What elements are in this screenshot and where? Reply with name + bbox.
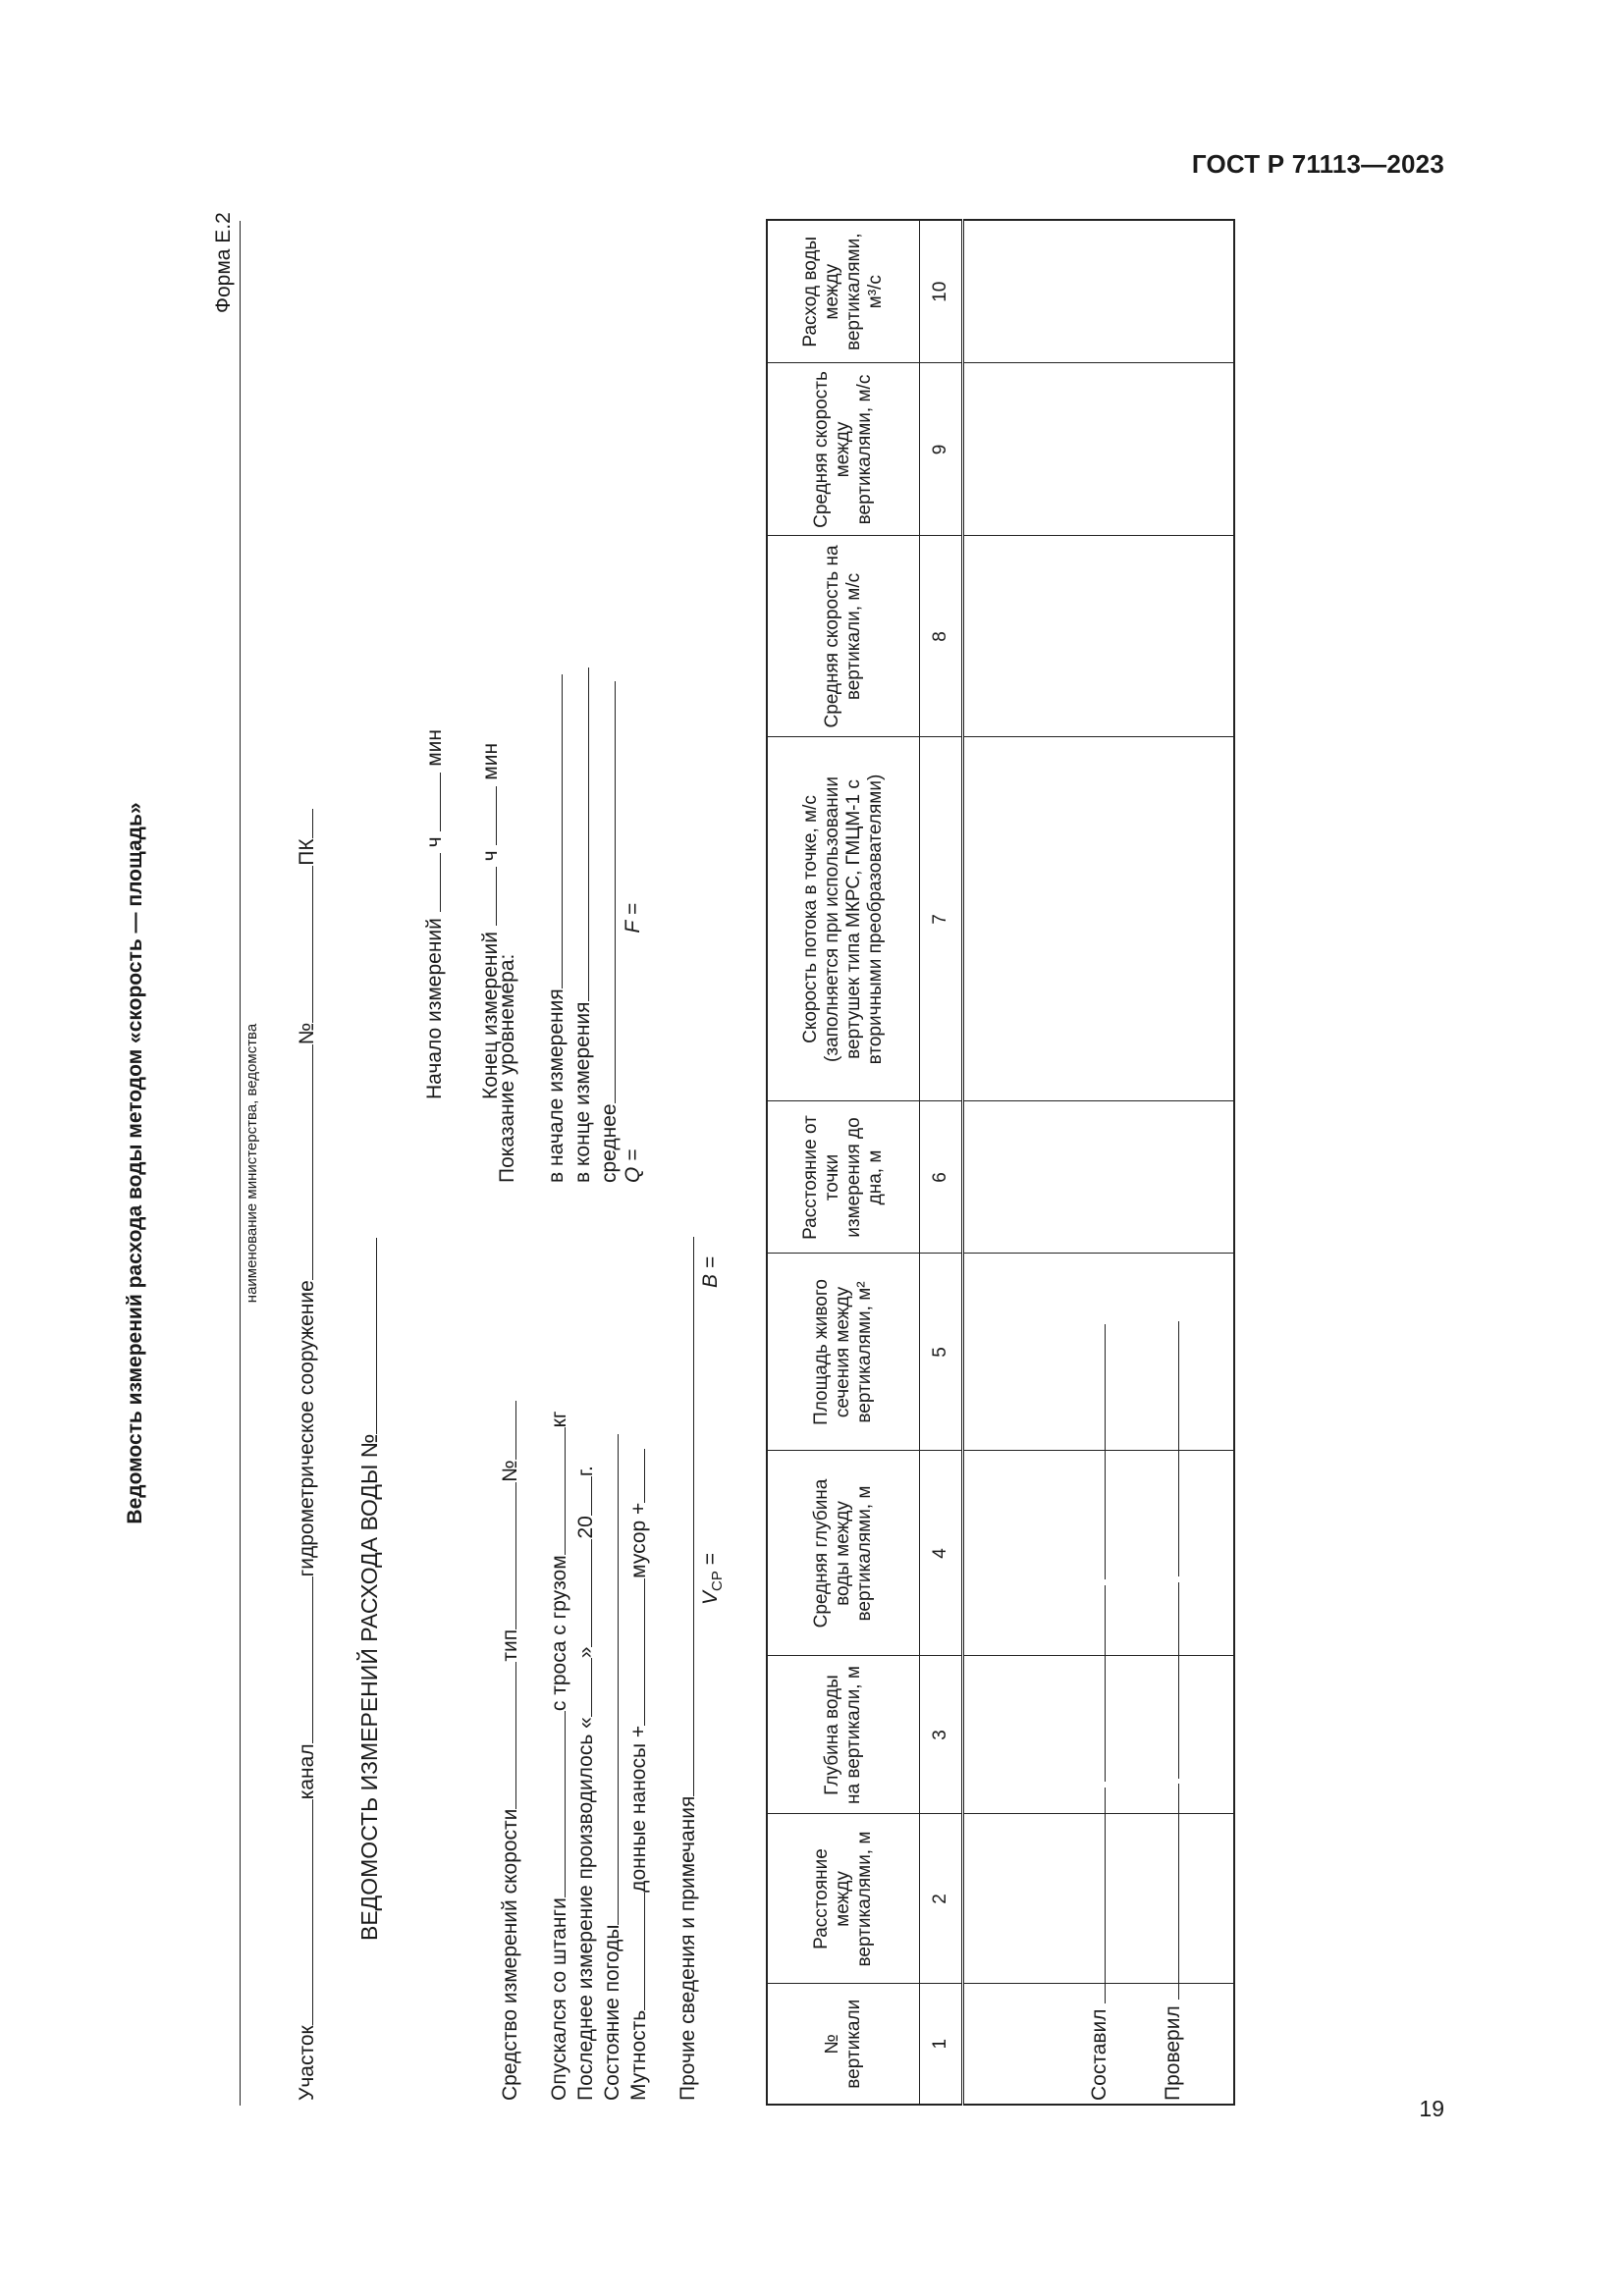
table-header-row <box>767 220 920 2105</box>
mutnost-label: Мутность <box>627 2009 650 2101</box>
minutes-label: мин <box>423 729 446 767</box>
header-cell: Расход воды между вертикалями, м³/с <box>767 220 920 363</box>
mutnost-field[interactable] <box>624 1893 645 2010</box>
year-suffix: г. <box>574 1466 597 1477</box>
minutes-label: мин <box>479 742 502 780</box>
location-line <box>293 809 319 2101</box>
number-label: № <box>499 1460 521 1482</box>
column-number-row <box>920 220 963 2105</box>
sredstvo-field[interactable] <box>496 1662 516 1809</box>
year-field[interactable] <box>571 1476 592 1516</box>
header-cell: Расстояние между вертикалями, м <box>767 1814 920 1984</box>
musor-label: мусор + <box>627 1502 650 1578</box>
start-hours-field[interactable] <box>420 853 441 912</box>
table-cell[interactable] <box>963 536 1235 737</box>
year-prefix: 20 <box>574 1516 597 1539</box>
month-field[interactable] <box>571 1539 592 1647</box>
vedomost-heading <box>356 1238 381 1941</box>
start-label: Начало измерений <box>423 918 446 1099</box>
prochie-field[interactable] <box>674 1237 694 1796</box>
tip-label: тип <box>499 1629 521 1662</box>
column-number: 10 <box>920 220 963 363</box>
proveril-signature-field[interactable] <box>1159 1582 1179 1779</box>
column-number: 7 <box>920 737 963 1101</box>
ministry-line <box>240 221 241 2106</box>
standard-number: ГОСТ Р 71113—2023 <box>1191 149 1444 179</box>
tip-field[interactable] <box>496 1482 516 1629</box>
v-nachale-label: в начале измерения <box>545 988 568 1183</box>
form-id: Форма Е.2 <box>212 212 235 313</box>
f-label: F = <box>622 903 644 934</box>
b-label: B = <box>699 1255 722 1289</box>
v-konce-field[interactable] <box>568 667 589 1001</box>
uchastok-label: Участок <box>296 2025 318 2101</box>
sooruzhenie-field[interactable] <box>293 1044 313 1280</box>
kanal-field[interactable] <box>293 1576 313 1743</box>
table-cell[interactable] <box>963 363 1235 536</box>
kanal-label: канал <box>296 1743 318 1800</box>
sredstvo-label: Средство измерений скорости <box>499 1808 521 2101</box>
column-number: 1 <box>920 1984 963 2105</box>
header-cell: Средняя скорость между вертикалями, м/с <box>767 363 920 536</box>
start-minutes-field[interactable] <box>420 773 441 831</box>
measurement-info <box>496 1198 700 2101</box>
header-cell: Площадь живого сечения между вертикалями, м² <box>767 1254 920 1451</box>
sostavil-line <box>1085 1324 1111 2101</box>
quote-close: » <box>574 1646 597 1659</box>
proveril-position-field[interactable] <box>1159 1784 1179 2000</box>
v-subscript: СР <box>709 1571 727 1591</box>
end-minutes-field[interactable] <box>476 786 497 845</box>
table-cell[interactable] <box>963 737 1235 1101</box>
kg-label: кг <box>548 1411 570 1428</box>
column-number: 3 <box>920 1656 963 1814</box>
number-label: № <box>296 1022 318 1045</box>
q-label: Q = <box>622 1148 644 1183</box>
vedomost-number-field[interactable] <box>356 1238 377 1434</box>
musor-field[interactable] <box>624 1449 645 1503</box>
pk-label: ПК <box>296 838 318 866</box>
rotated-form <box>108 212 1286 2106</box>
s-trosa-label: с троса с грузом <box>548 1555 570 1712</box>
end-hours-field[interactable] <box>476 867 497 926</box>
uchastok-field[interactable] <box>293 1799 313 2025</box>
level-gauge-info <box>496 594 645 1183</box>
sostavil-label: Составил <box>1088 2008 1110 2101</box>
shtanga-field[interactable] <box>545 1711 566 1897</box>
pogoda-label: Состояние погоды <box>601 1924 623 2101</box>
header-cell: Средняя скорость на вертикали, м/с <box>767 536 920 737</box>
opuskalsya-label: Опускался со штанги <box>548 1897 570 2101</box>
v-nachale-field[interactable] <box>542 674 563 988</box>
column-number: 4 <box>920 1451 963 1656</box>
start-time-line <box>420 729 447 1099</box>
page-number: 19 <box>1419 2096 1444 2121</box>
header-cell: Расстояние от точки измерения до дна, м <box>767 1101 920 1254</box>
v-equals: = <box>699 1553 722 1566</box>
poslednee-label: Последнее измерение производилось « <box>574 1717 597 2101</box>
column-number: 9 <box>920 363 963 536</box>
pk-field[interactable] <box>293 809 313 838</box>
header-cell: Средняя глубина воды между вертикалями, м <box>767 1451 920 1656</box>
number-field[interactable] <box>293 866 313 1023</box>
srednee-field[interactable] <box>595 681 616 1103</box>
ministry-caption: наименование министерства, ведомства <box>244 1023 260 1304</box>
gruz-field[interactable] <box>545 1427 566 1555</box>
column-number: 6 <box>920 1101 963 1254</box>
column-number: 5 <box>920 1254 963 1451</box>
header-cell: Глубина воды на вертикали, м <box>767 1656 920 1814</box>
pokazanie-label: Показание уровнемера: <box>496 953 518 1183</box>
v-konce-label: в конце измерения <box>571 1001 594 1183</box>
prochie-label: Прочие сведения и примечания <box>677 1795 699 2101</box>
day-field[interactable] <box>571 1658 592 1717</box>
sostavil-position-field[interactable] <box>1085 1788 1106 2003</box>
sostavil-signature-field[interactable] <box>1085 1585 1106 1782</box>
proveril-label: Проверил <box>1162 2005 1184 2101</box>
donnye-label: донные наносы + <box>627 1725 650 1893</box>
header-cell: Скорость потока в точке, м/с (заполняется при использовании вертушек типа МКРС, ГМЦМ-1 с вторичными преобразователями) <box>767 737 920 1101</box>
sostavil-name-field[interactable] <box>1085 1324 1106 1579</box>
hours-label: ч <box>423 836 446 848</box>
proveril-line <box>1159 1321 1185 2101</box>
table-cell[interactable] <box>963 220 1235 363</box>
vcp-line <box>699 1256 730 1605</box>
hours-label: ч <box>479 850 502 862</box>
table-cell[interactable] <box>963 1101 1235 1254</box>
column-number: 2 <box>920 1814 963 1984</box>
column-number: 8 <box>920 536 963 737</box>
form-title: Ведомость измерений расхода воды методом «скорость — площадь» <box>124 802 146 1524</box>
sredstvo-number-field[interactable] <box>496 1401 516 1460</box>
vedomost-title: ВЕДОМОСТЬ ИЗМЕРЕНИЙ РАСХОДА ВОДЫ № <box>356 1433 382 1941</box>
header-cell: № вертикали <box>767 1984 920 2105</box>
end-label: Конец измерений <box>479 932 502 1099</box>
proveril-name-field[interactable] <box>1159 1321 1179 1576</box>
pogoda-field[interactable] <box>598 1434 619 1925</box>
v-label: V <box>699 1590 722 1605</box>
sooruzhenie-label: гидрометрическое сооружение <box>296 1280 318 1577</box>
donnye-field[interactable] <box>624 1578 645 1726</box>
srednee-label: среднее <box>598 1103 621 1183</box>
